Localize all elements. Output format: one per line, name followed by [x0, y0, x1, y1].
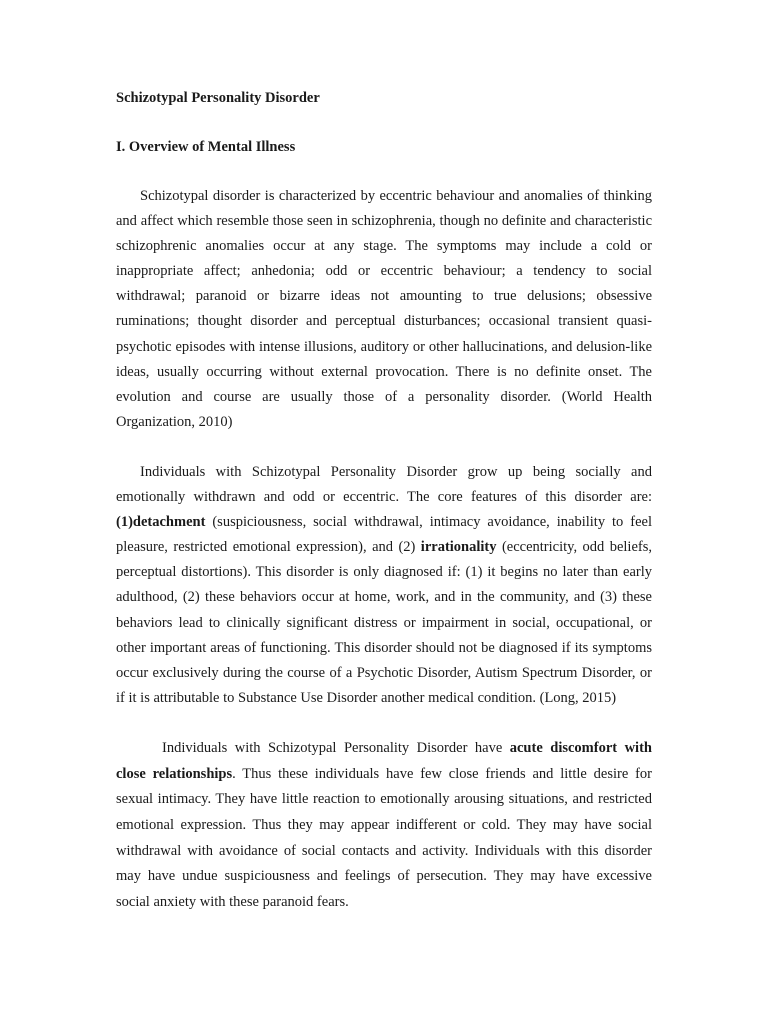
bold-term-irrationality: irrationality [420, 539, 497, 556]
document-body [116, 86, 652, 916]
paragraph-text: Individuals with Schizotypal Personality Disorder grow up being socially and emotionally withdrawn and odd or eccentric. The core features of this disorder are: [116, 463, 652, 506]
bold-term-detachment: (1)detachment [116, 514, 206, 531]
paragraph-relationships [116, 736, 652, 916]
bold-term-acute-discomfort: acute discomfort with close relationships [116, 739, 652, 782]
section-heading: I. Overview of Mental Illness [116, 139, 296, 155]
paragraph-text: Individuals with Schizotypal Personality Disorder have [162, 739, 510, 756]
paragraph-text: . Thus these individuals have few close friends and little desire for sexual intimacy. They have little reaction to emotionally arousing situations, and restricted emotional expression. Thus they may appear indifferent or cold. They may have social withdrawal with avoidance of social contacts and activity. Individuals with this disorder may have undue suspiciousness and feelings of persecution. They may have excessive social anxiety with these paranoid fears. [116, 765, 652, 911]
paragraph-overview: Schizotypal disorder is characterized by eccentric behaviour and anomalies of thinking and affect which resemble those seen in schizophrenia, though no definite and characteristic schizophrenic anomalies occur at any stage. The symptoms may include a cold or inappropriate affect; anhedonia; odd or eccentric behaviour; a tendency to social withdrawal; paranoid or bizarre ideas not amounting to true delusions; obsessive ruminations; thought disorder and perceptual disturbances; occasional transient quasi-psychotic episodes with intense illusions, auditory or other hallucinations, and delusion-like ideas, usually occurring without external provocation. There is no definite onset. The evolution and course are usually those of a personality disorder. (World Health Organization, 2010) [116, 188, 652, 430]
paragraph-text: (suspiciousness, social withdrawal, intimacy avoidance, inability to feel pleasure, restricted emotional expression), and (2) [116, 514, 652, 556]
paragraph-core-features [116, 460, 652, 711]
paragraph-text: (eccentricity, odd beliefs, perceptual distortions). This disorder is only diagnosed if: (1) it begins no later than early adulthood, (2) these behaviors occur at home, work, and in the community, and (3) these behaviors lead to clinically significant distress or impairment in social, occupational, or other important areas of functioning. This disorder should not be diagnosed if its symptoms occur exclusively during the course of a Psychotic Disorder, Autism Spectrum Disorder, or if it is attributable to Substance Use Disorder another medical condition. (Long, 2015) [116, 539, 652, 706]
document-title: Schizotypal Personality Disorder [116, 90, 320, 106]
